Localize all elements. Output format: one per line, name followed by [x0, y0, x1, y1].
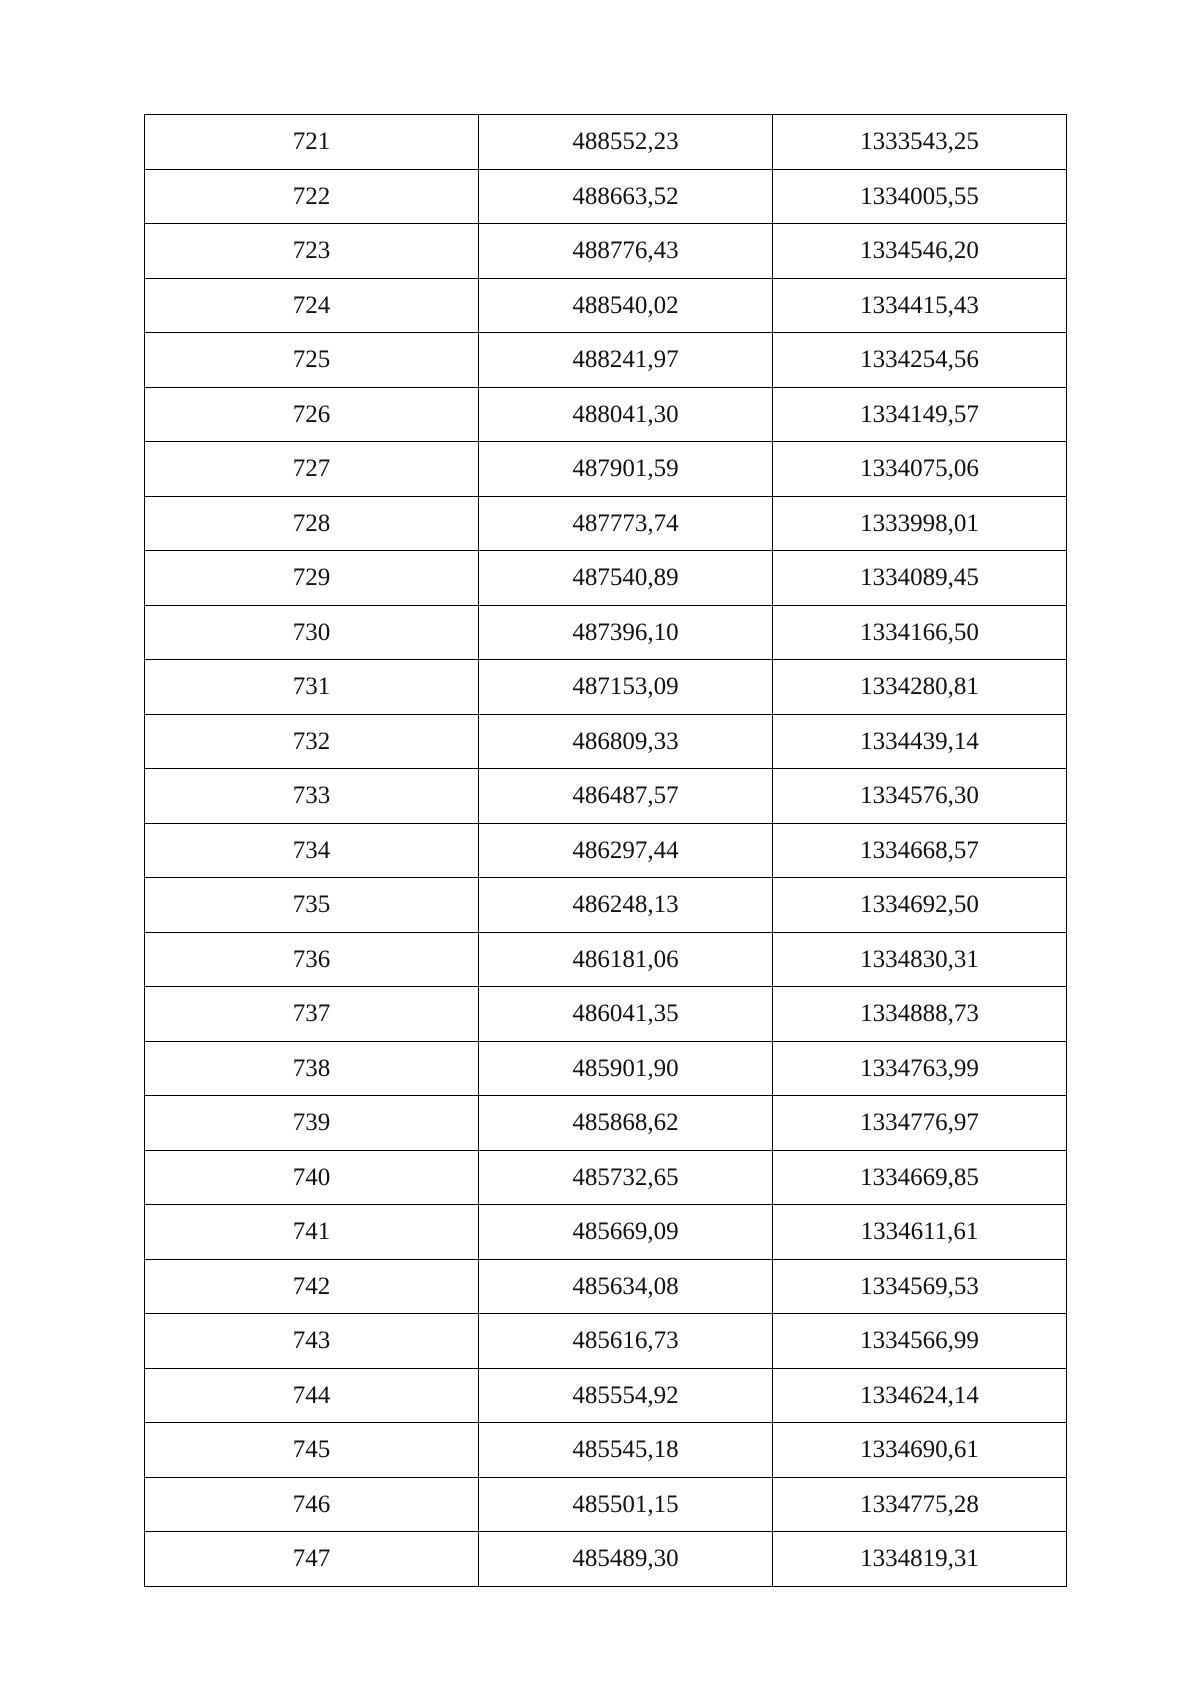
point-number-cell: 732 [145, 714, 479, 769]
y-coordinate-cell: 1334005,55 [773, 169, 1067, 224]
y-coordinate-cell: 1333543,25 [773, 115, 1067, 170]
table-row [145, 932, 1067, 987]
point-number-cell: 730 [145, 605, 479, 660]
point-number-cell: 739 [145, 1096, 479, 1151]
table-row [145, 1259, 1067, 1314]
table-row [145, 333, 1067, 388]
table-row [145, 278, 1067, 333]
table-row [145, 442, 1067, 497]
table-row [145, 1096, 1067, 1151]
table-row [145, 1423, 1067, 1478]
table-row [145, 551, 1067, 606]
point-number-cell: 743 [145, 1314, 479, 1369]
point-number-cell: 729 [145, 551, 479, 606]
x-coordinate-cell: 485732,65 [479, 1150, 773, 1205]
point-number-cell: 745 [145, 1423, 479, 1478]
table-row [145, 1150, 1067, 1205]
coordinates-table [144, 114, 1067, 1587]
y-coordinate-cell: 1334775,28 [773, 1477, 1067, 1532]
y-coordinate-cell: 1334830,31 [773, 932, 1067, 987]
y-coordinate-cell: 1334566,99 [773, 1314, 1067, 1369]
table-row [145, 387, 1067, 442]
x-coordinate-cell: 486248,13 [479, 878, 773, 933]
y-coordinate-cell: 1334611,61 [773, 1205, 1067, 1260]
point-number-cell: 736 [145, 932, 479, 987]
y-coordinate-cell: 1334415,43 [773, 278, 1067, 333]
point-number-cell: 738 [145, 1041, 479, 1096]
x-coordinate-cell: 488552,23 [479, 115, 773, 170]
x-coordinate-cell: 488540,02 [479, 278, 773, 333]
coordinates-table-body [145, 115, 1067, 1587]
point-number-cell: 722 [145, 169, 479, 224]
y-coordinate-cell: 1334668,57 [773, 823, 1067, 878]
point-number-cell: 741 [145, 1205, 479, 1260]
table-row [145, 878, 1067, 933]
x-coordinate-cell: 485634,08 [479, 1259, 773, 1314]
x-coordinate-cell: 487153,09 [479, 660, 773, 715]
table-row [145, 769, 1067, 824]
y-coordinate-cell: 1334888,73 [773, 987, 1067, 1042]
table-row [145, 169, 1067, 224]
x-coordinate-cell: 487540,89 [479, 551, 773, 606]
y-coordinate-cell: 1334692,50 [773, 878, 1067, 933]
point-number-cell: 727 [145, 442, 479, 497]
y-coordinate-cell: 1334166,50 [773, 605, 1067, 660]
y-coordinate-cell: 1334089,45 [773, 551, 1067, 606]
y-coordinate-cell: 1334439,14 [773, 714, 1067, 769]
point-number-cell: 724 [145, 278, 479, 333]
point-number-cell: 723 [145, 224, 479, 279]
table-row [145, 1532, 1067, 1587]
point-number-cell: 726 [145, 387, 479, 442]
y-coordinate-cell: 1334763,99 [773, 1041, 1067, 1096]
x-coordinate-cell: 485868,62 [479, 1096, 773, 1151]
x-coordinate-cell: 487396,10 [479, 605, 773, 660]
y-coordinate-cell: 1333998,01 [773, 496, 1067, 551]
point-number-cell: 735 [145, 878, 479, 933]
table-row [145, 1205, 1067, 1260]
table-row [145, 224, 1067, 279]
x-coordinate-cell: 486181,06 [479, 932, 773, 987]
x-coordinate-cell: 485489,30 [479, 1532, 773, 1587]
x-coordinate-cell: 485545,18 [479, 1423, 773, 1478]
x-coordinate-cell: 485501,15 [479, 1477, 773, 1532]
y-coordinate-cell: 1334569,53 [773, 1259, 1067, 1314]
point-number-cell: 734 [145, 823, 479, 878]
x-coordinate-cell: 486487,57 [479, 769, 773, 824]
point-number-cell: 731 [145, 660, 479, 715]
point-number-cell: 744 [145, 1368, 479, 1423]
y-coordinate-cell: 1334624,14 [773, 1368, 1067, 1423]
point-number-cell: 740 [145, 1150, 479, 1205]
x-coordinate-cell: 486297,44 [479, 823, 773, 878]
table-row [145, 987, 1067, 1042]
table-row [145, 1477, 1067, 1532]
table-row [145, 1041, 1067, 1096]
x-coordinate-cell: 485554,92 [479, 1368, 773, 1423]
x-coordinate-cell: 488776,43 [479, 224, 773, 279]
x-coordinate-cell: 488241,97 [479, 333, 773, 388]
x-coordinate-cell: 486041,35 [479, 987, 773, 1042]
table-row [145, 823, 1067, 878]
table-row [145, 605, 1067, 660]
x-coordinate-cell: 487773,74 [479, 496, 773, 551]
point-number-cell: 742 [145, 1259, 479, 1314]
point-number-cell: 737 [145, 987, 479, 1042]
table-row [145, 496, 1067, 551]
y-coordinate-cell: 1334776,97 [773, 1096, 1067, 1151]
x-coordinate-cell: 488041,30 [479, 387, 773, 442]
x-coordinate-cell: 485901,90 [479, 1041, 773, 1096]
y-coordinate-cell: 1334149,57 [773, 387, 1067, 442]
y-coordinate-cell: 1334576,30 [773, 769, 1067, 824]
point-number-cell: 746 [145, 1477, 479, 1532]
table-row [145, 1368, 1067, 1423]
y-coordinate-cell: 1334075,06 [773, 442, 1067, 497]
point-number-cell: 728 [145, 496, 479, 551]
point-number-cell: 721 [145, 115, 479, 170]
y-coordinate-cell: 1334819,31 [773, 1532, 1067, 1587]
table-row [145, 115, 1067, 170]
table-row [145, 1314, 1067, 1369]
y-coordinate-cell: 1334669,85 [773, 1150, 1067, 1205]
table-row [145, 660, 1067, 715]
point-number-cell: 725 [145, 333, 479, 388]
x-coordinate-cell: 486809,33 [479, 714, 773, 769]
point-number-cell: 747 [145, 1532, 479, 1587]
x-coordinate-cell: 485616,73 [479, 1314, 773, 1369]
x-coordinate-cell: 485669,09 [479, 1205, 773, 1260]
y-coordinate-cell: 1334546,20 [773, 224, 1067, 279]
x-coordinate-cell: 488663,52 [479, 169, 773, 224]
point-number-cell: 733 [145, 769, 479, 824]
y-coordinate-cell: 1334690,61 [773, 1423, 1067, 1478]
table-row [145, 714, 1067, 769]
x-coordinate-cell: 487901,59 [479, 442, 773, 497]
y-coordinate-cell: 1334254,56 [773, 333, 1067, 388]
y-coordinate-cell: 1334280,81 [773, 660, 1067, 715]
